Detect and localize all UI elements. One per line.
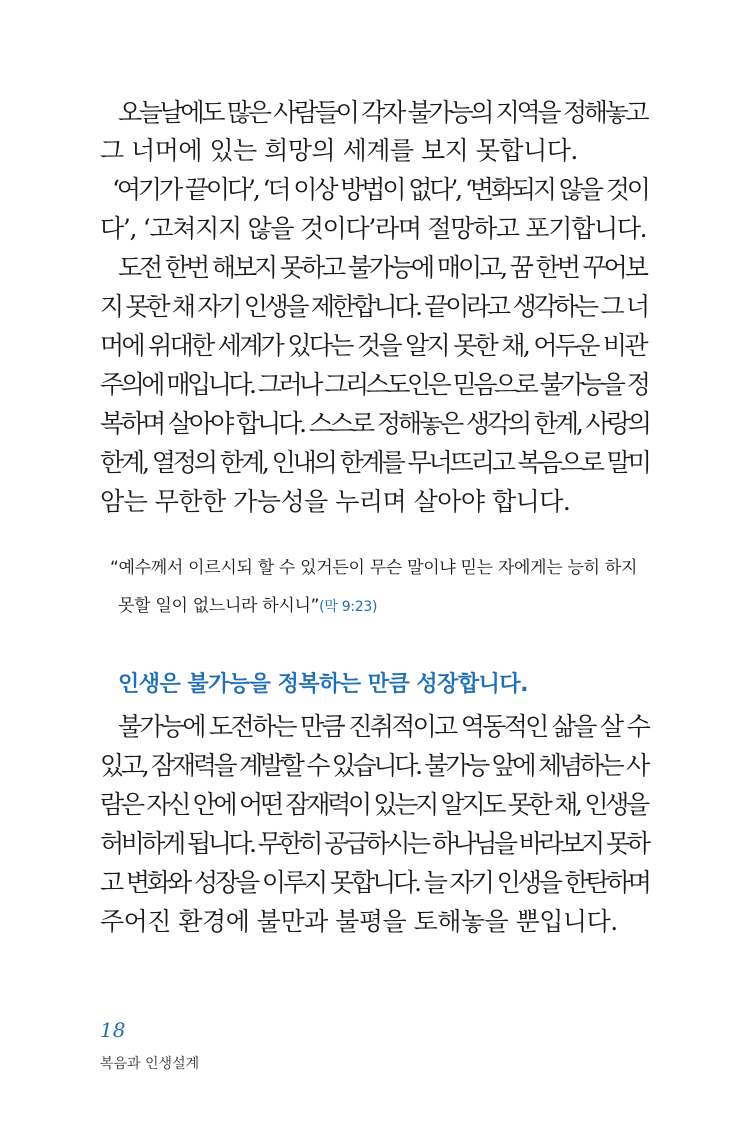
- section-heading: 인생은 불가능을 정복하는 만큼 성장합니다.: [118, 672, 529, 697]
- body-text-line: 있고, 잠재력을 계발할 수 있습니다. 불가능 앞에 체념하는 사: [100, 751, 647, 780]
- body-text-line: 불가능에 도전하는 만큼 진취적이고 역동적인 삶을 살 수: [118, 712, 649, 741]
- book-title: 복음과 인생설계: [100, 1056, 200, 1072]
- body-text-line: 지 못한 채 자기 인생을 제한합니다. 끝이라고 생각하는 그 너: [100, 292, 647, 321]
- body-text-line: 오늘날에도 많은 사람들이 각자 불가능의 지역을 정해놓고: [118, 98, 647, 127]
- body-text-line: 머에 위대한 세계가 있다는 것을 알지 못한 채, 어두운 비관: [100, 331, 646, 360]
- scripture-reference: (막 9:23): [319, 599, 378, 615]
- page-number: 18: [100, 1018, 126, 1042]
- body-text-line: 그 너머에 있는 희망의 세계를 보지 못합니다.: [100, 136, 578, 165]
- body-text-line: 허비하게 됩니다. 무한히 공급하시는 하나님을 바라보지 못하: [100, 829, 648, 858]
- body-text-line: ‘여기가 끝이다’, ‘더 이상 방법이 없다’, ‘변화되지 않을 것이: [112, 175, 648, 204]
- body-text-line: 복하며 살아야 합니다. 스스로 정해놓은 생각의 한계, 사랑의: [100, 409, 649, 438]
- scripture-quote-text: 못할 일이 없느니라 하시니”: [118, 596, 320, 616]
- scripture-quote-line: “예수께서 이르시되 할 수 있거든이 무슨 말이냐 믿는 자에게는 능히 하지: [110, 558, 638, 578]
- body-text-line: 한계, 열정의 한계, 인내의 한계를 무너뜨리고 복음으로 말미: [100, 448, 649, 477]
- body-text-line: 주어진 환경에 불만과 불평을 토해놓을 뿐입니다.: [100, 907, 618, 936]
- body-text-line: 주의에 매입니다. 그러나 그리스도인은 믿음으로 불가능을 정: [100, 370, 648, 399]
- body-text-line: 람은 자신 안에 어떤 잠재력이 있는지 알지도 못한 채, 인생을: [100, 790, 647, 819]
- body-text-line: 고 변화와 성장을 이루지 못합니다. 늘 자기 인생을 한탄하며: [100, 868, 649, 897]
- scripture-quote-line: [118, 594, 377, 619]
- body-text-line: 도전 한번 해보지 못하고 불가능에 매이고, 꿈 한번 꾸어보: [118, 253, 646, 282]
- body-text-line: 암는 무한한 가능성을 누리며 살아야 합니다.: [100, 487, 571, 516]
- body-text-line: 다’, ‘고쳐지지 않을 것이다’라며 절망하고 포기합니다.: [100, 214, 647, 243]
